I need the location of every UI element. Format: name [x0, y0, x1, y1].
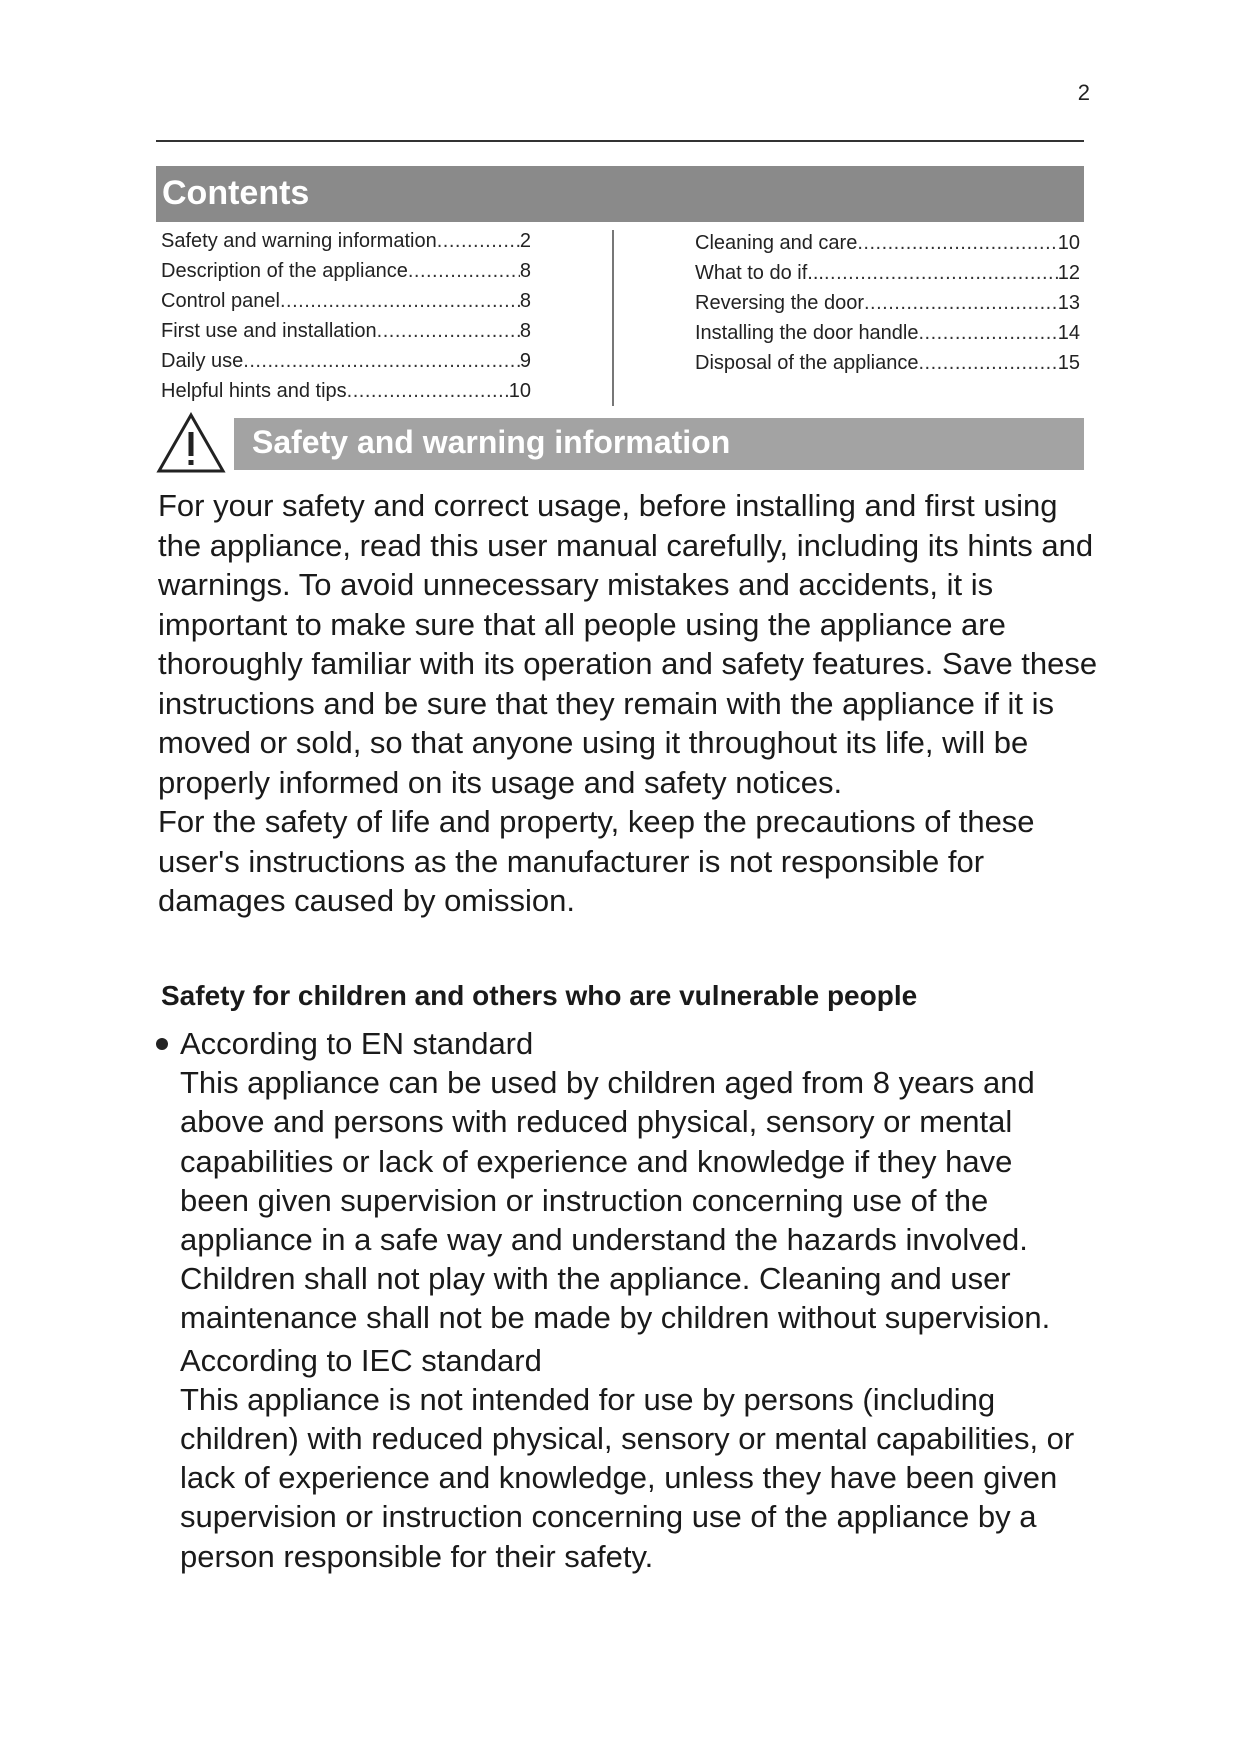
toc-leader-dots	[918, 348, 1057, 378]
toc-leader-dots	[347, 376, 509, 406]
toc-leader-dots	[377, 316, 520, 346]
iec-standard-heading: According to IEC standard	[180, 1342, 542, 1378]
toc-column-divider	[612, 230, 614, 406]
standards-text	[180, 1024, 1086, 1576]
toc-entry-label: Description of the appliance	[161, 260, 408, 282]
toc-entry-safety[interactable]	[161, 226, 531, 256]
toc-entry-page: 9	[519, 350, 531, 372]
contents-header-bar	[156, 166, 1084, 222]
toc-entry-control-panel[interactable]	[161, 286, 531, 316]
contents-title: Contents	[162, 174, 310, 212]
toc-entry-page: 14	[1057, 322, 1080, 344]
toc-entry-page: 2	[519, 230, 531, 252]
toc-entry-page: 10	[1057, 232, 1080, 254]
toc-entry-label: Cleaning and care	[695, 232, 858, 254]
toc-left-column	[161, 226, 531, 406]
safety-section-header-bar	[234, 418, 1084, 470]
toc-entry-label: Disposal of the appliance	[695, 352, 919, 374]
warning-triangle-icon	[156, 412, 226, 474]
toc-leader-dots	[864, 288, 1058, 318]
en-standard-heading: According to EN standard	[180, 1026, 534, 1061]
standards-bullet	[156, 1024, 1086, 1576]
toc-leader-dots	[243, 346, 520, 376]
toc-entry-page: 15	[1057, 352, 1080, 374]
toc-entry-page: 10	[508, 380, 531, 402]
children-safety-heading: Safety for children and others who are vulnerable people	[161, 980, 918, 1011]
toc-entry-page: 8	[519, 260, 531, 282]
toc-entry-first-use[interactable]	[161, 316, 531, 346]
toc-leader-dots	[857, 228, 1057, 258]
toc-entry-daily-use[interactable]	[161, 346, 531, 376]
toc-right-column	[695, 228, 1080, 378]
toc-entry-label: Safety and warning information	[161, 230, 437, 252]
page-number: 2	[1077, 80, 1090, 105]
safety-section-title: Safety and warning information	[252, 424, 731, 460]
toc-entry-label: First use and installation	[161, 320, 377, 342]
toc-entry-page: 8	[519, 290, 531, 312]
bullet-icon	[156, 1038, 168, 1050]
toc-leader-dots	[280, 286, 520, 316]
safety-intro	[158, 486, 1098, 921]
toc-entry-label: Control panel	[161, 290, 280, 312]
toc-entry-page: 8	[519, 320, 531, 342]
toc-entry-label: Reversing the door	[695, 292, 864, 314]
toc-entry-label: Helpful hints and tips	[161, 380, 347, 402]
toc-entry-reversing-door[interactable]	[695, 288, 1080, 318]
toc-entry-page: 12	[1057, 262, 1080, 284]
toc-entry-description[interactable]	[161, 256, 531, 286]
toc-leader-dots	[408, 256, 520, 286]
iec-standard-text: This appliance is not intended for use by persons (including children) with reduced physical, sensory or mental capabilities, or lack of experience and knowledge, unless they have been given supervision or instruction concerning use of the appliance by a person responsible for their safety.	[180, 1381, 1075, 1574]
toc-entry-disposal[interactable]	[695, 348, 1080, 378]
toc-entry-door-handle[interactable]	[695, 318, 1080, 348]
toc-leader-dots	[437, 226, 520, 256]
toc-entry-page: 13	[1057, 292, 1080, 314]
toc-entry-what-to-do[interactable]	[695, 258, 1080, 288]
toc-entry-hints[interactable]	[161, 376, 531, 406]
toc-entry-label: Daily use	[161, 350, 244, 372]
toc-entry-label: Installing the door handle	[695, 322, 919, 344]
intro-paragraph: For your safety and correct usage, before installing and first using the appliance, read this user manual carefully, including its hints and warnings. To avoid unnecessary mistakes and accidents, it is important to make sure that all people using the appliance are thoroughly familiar with its operation and safety features. Save these instructions and be sure that they remain with the appliance if it is moved or sold, so that anyone using it throughout its life, will be properly informed on its usage and safety notices.	[158, 488, 1098, 800]
toc-leader-dots	[824, 258, 1058, 288]
header-rule	[156, 140, 1084, 142]
en-standard-text: This appliance can be used by children aged from 8 years and above and persons with reduced physical, sensory or mental capabilities or lack of experience and knowledge if they have been given supervision or instruction concerning use of the appliance in a safe way and understand the hazards involved. Children shall not play with the appliance. Cleaning and user maintenance shall not be made by children without supervision.	[180, 1065, 1051, 1336]
toc-leader-dots	[919, 318, 1058, 348]
intro-paragraph: For the safety of life and property, keep the precautions of these user's instructions as the manufacturer is not responsible for damages caused by omission.	[158, 804, 1035, 918]
toc-entry-label: What to do if...	[695, 262, 824, 284]
toc-entry-cleaning[interactable]	[695, 228, 1080, 258]
